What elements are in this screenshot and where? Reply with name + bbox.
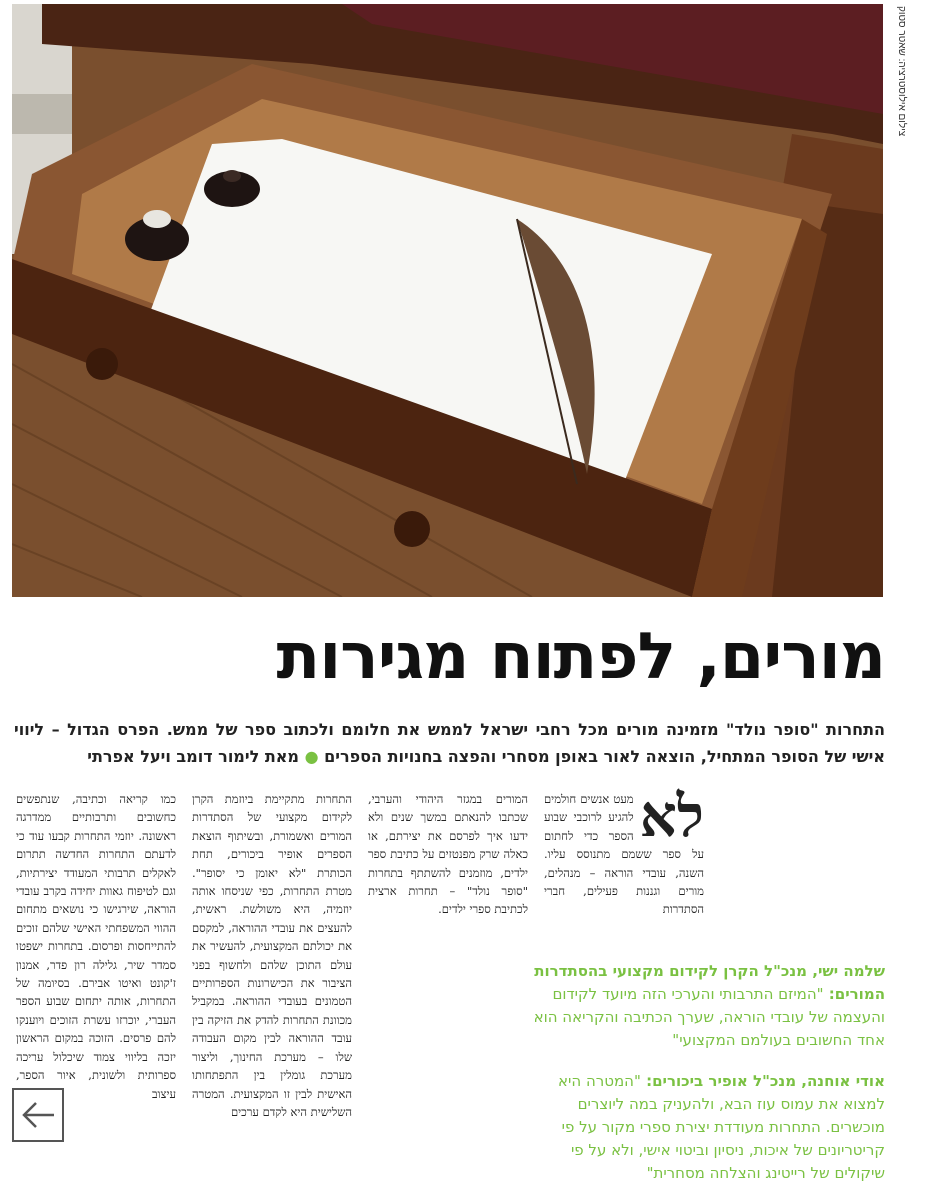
article-intro [14, 716, 885, 770]
column-text: מעט אנשים חולמים להגיע לרוכבי שבוע הספר כדי לחתום על ספר ששמם מתנוסס עליו. השנה, עובדי הוראה – מנהלים, מורים וגננות פעילים, חברי הסתדרות [544, 792, 704, 917]
body-column-2 [368, 790, 528, 919]
desk-drawer-illustration [12, 4, 883, 597]
quote-speaker: שלמה ישי, מנכ"ל הקרן לקידום מקצועי בהסתדרות המורים: [534, 962, 885, 1003]
body-column-3 [192, 790, 352, 1121]
column-text: המורים במגזר היהודי והערבי, שכתבו להנאתם במשך שנים ולא ידעו איך לפרסם את יצירתם, או כאלה שרק מפנטזים על כתיבת ספר ילדים, מוזמנים להשתתף בתחרות "סופר נולד" – תחרות ארצית לכתיבת ספרי ילדים. [368, 792, 528, 917]
body-column-4 [16, 790, 176, 1103]
column-text: התחרות מתקיימת ביוזמת הקרן לקידום מקצועי של הסתדרות המורים ואשמורת, ובשיתוף הוצאת הספרים אופיר ביכורים, תחת הכותרת "לא יאומן כי יסופר". מטרת התחרות, כפי שניסחו אותה יוזמיה, היא משולשת. ראשית, להעצים את עובדי ההוראה, למקסם את יכולתם המקצועית, להעשיר את עולם התוכן שלהם ולחשוף בפני הציבור את הכישרונות הספרותיים הטמונים בעובדי ההוראה. במקביל מכוונת התחרות להדק את הזיקה בין עובד ההוראה לבין מקום העבודה שלו – מערכת החינוך, וליצור מערכת גומלין בין התפתחותו האישית לבין זו המקצועית. המטרה השלישית היא לקדם ערכים [192, 792, 352, 1119]
pull-quote [520, 960, 885, 1052]
pull-quote [520, 1070, 885, 1185]
back-button[interactable] [12, 1088, 64, 1142]
quote-speaker: אודי אוחנה, מנכ"ל אופיר ביכורים: [646, 1072, 885, 1090]
quote-text: "המטרה היא למצוא את עמוס עוז הבא, ולהעניק במה ליוצרים מוכשרים. התחרות מעודדת יצירת ספרי מקור על פי קריטריונים של איכות, ניסיון וביטוי אישי, ולא על פי שיקולים של רייטינג והצלחה מסחרית" [558, 1072, 885, 1182]
drop-cap: לא [639, 782, 704, 850]
byline: מאת לימור דומב ויעל אפרתי [87, 747, 299, 766]
quote-text: "המיזם התרבותי והערכי הזה מיועד לקידום והעצמה של עובדי הוראה, שערך הכתיבה והקריאה הוא אחד החשובים בעולמם המקצועי" [533, 985, 885, 1049]
pull-quotes [520, 960, 885, 1203]
arrow-left-icon [20, 1100, 56, 1130]
body-column-1 [544, 782, 704, 919]
hero-photo [12, 4, 883, 597]
page-title: מורים, לפתוח מגירות [276, 620, 885, 694]
bullet-dot-icon: ● [304, 747, 319, 766]
intro-text: התחרות "סופר נולד" מזמינה מורים מכל רחבי ישראל לממש את חלומם ולכתוב ספר של ממש. הפרס הגדול – ליווי אישי של הסופר המתחיל, הוצאה לאור באופן מסחרי והפצה בחנויות הספרים [14, 720, 885, 766]
column-text: כמו קריאה וכתיבה, שנתפשים כחשובים ותרבותיים ממדרגה ראשונה. יוזמי התחרות קבעו עוד כי לדעתם התחרות החדשה תתרום לאקלים תרבותי המעודד יצירתיות, וגם לטיפוח גאוות יחידה בקרב עובדי הוראה, שירגישו כי נושאים מתחום ההווי המשפחתי האישי שלהם זוכים להתייחסות ופרסום. בתחרות ישפטו סמדר שיר, גלילה רון פדר, אמנון ז'קונט ואיטו אבירם. בסיומה של התחרות, אותה יתחום שבוע הספר העברי, יוכרזו עשרת הזוכים ויוענקו להם פרסים. הזוכה במקום הראשון יזכה בליווי צמוד שיכלול עריכה ספרותית ולשונית, איור הספר, עיצוב [16, 792, 176, 1101]
photo-credit: צילום אילוסטרציה: שאטר סטוק [896, 6, 907, 137]
